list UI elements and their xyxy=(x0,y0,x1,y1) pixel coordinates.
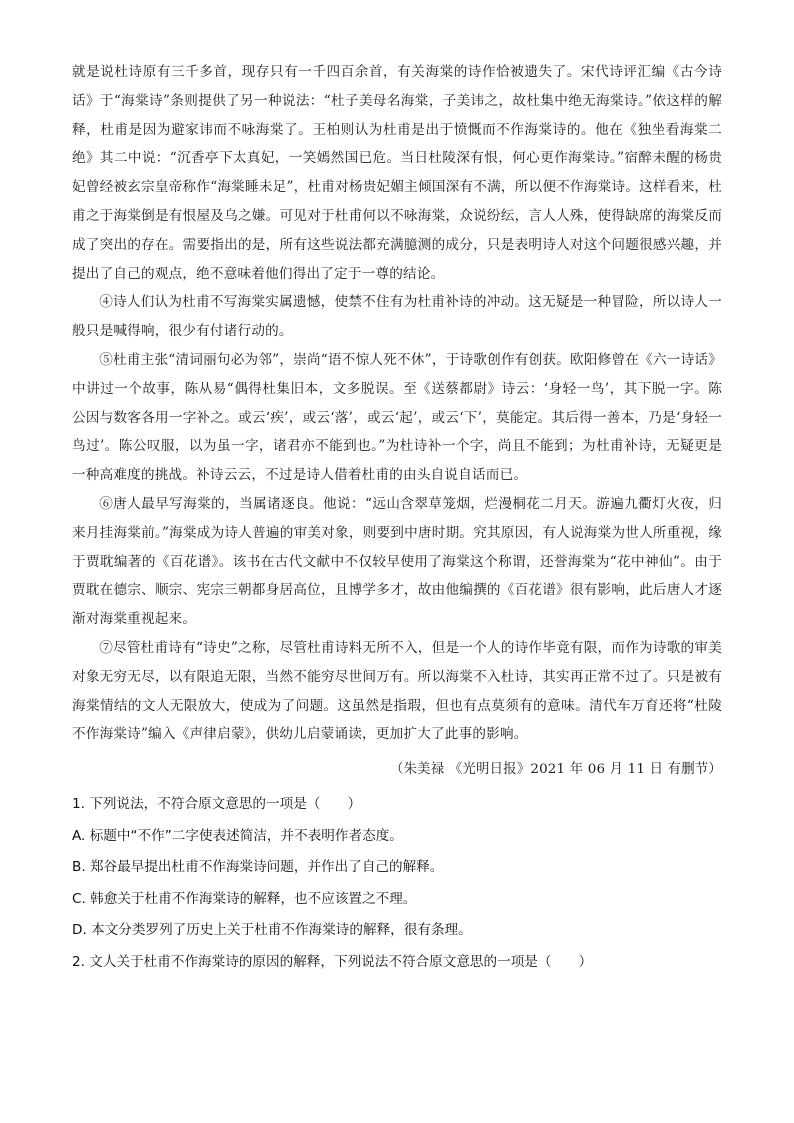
question-1-option-c: C. 韩愈关于杜甫不作海棠诗的解释，也不应该置之不理。 xyxy=(72,890,417,907)
article-paragraph-continued: 就是说杜诗原有三千多首，现存只有一千四百余首，有关海棠的诗作恰被遗失了。宋代诗评汇编《古今诗话》于“海棠诗”条则提供了另一种说法：“杜子美母名海棠，子美讳之，故杜集中绝无海棠诗。”依这样的解释，杜甫是因为避家讳而不咏海棠了。王柏则认为杜甫是出于愤慨而不作海棠诗的。他在《独坐看海棠二绝》其二中说：“沉香亭下太真妃，一笑嫣然国已危。当日杜陵深有恨，何心更作海棠诗。”宿醉未醒的杨贵妃曾经被玄宗皇帝称作“海棠睡未足”，杜甫对杨贵妃媚主倾国深有不满，所以便不作海棠诗。这样看来，杜甫之于海棠倒是有恨屋及乌之嫌。可见对于杜甫何以不咏海棠，众说纷纭，言人人殊，使得缺席的海棠反而成了突出的存在。需要指出的是，所有这些说法都充满臆测的成分，只是表明诗人对这个问题很感兴趣，并提出了自己的观点，绝不意味着他们得出了定于一尊的结论。 xyxy=(72,64,722,282)
question-1-option-b: B. 郑谷最早提出杜甫不作海棠诗问题，并作出了自己的解释。 xyxy=(72,859,444,876)
question-1-stem: 1. 下列说法，不符合原文意思的一项是（ ） xyxy=(72,796,362,813)
article-paragraph-7: ⑦尽管杜甫诗有“诗史”之称，尽管杜甫诗料无所不入，但是一个人的诗作毕竟有限，而作为诗歌的审美对象无穷无尽，以有限追无限，当然不能穷尽世间万有。所以海棠不入杜诗，其实再正常不过了。只是被有海棠情结的文人无限放大，使成为了问题。这虽然是指瑕，但也有点莫须有的意味。清代车万育还将“杜陵不作海棠诗”编入《声律启蒙》，供幼儿启蒙诵读，更加扩大了此事的影响。 xyxy=(72,639,722,743)
article-paragraph-6: ⑥唐人最早写海棠的，当属诸逐良。他说：“远山含翠草笼烟，烂漫桐花二月天。游遍九衢灯火夜，归来月挂海棠前。”海棠成为诗人普遍的审美对象，则要到中唐时期。究其原因，有人说海棠为世人所重视，缘于贾耽编著的《百花谱》。该书在古代文献中不仅较早使用了海棠这个称谓，还誉海棠为“花中神仙”。由于贾耽在德宗、顺宗、宪宗三朝都身居高位，且博学多才，故由他编撰的《百花谱》很有影响，此后唐人才逐渐对海棠重视起来。 xyxy=(72,495,722,628)
article-paragraph-4: ④诗人们认为杜甫不写海棠实属遗憾，使禁不住有为杜甫补诗的冲动。这无疑是一种冒险，所以诗人一般只是喊得响，很少有付诸行动的。 xyxy=(72,294,722,340)
question-2-stem: 2. 文人关于杜甫不作海棠诗的原因的解释，下列说法不符合原文意思的一项是（ ） xyxy=(72,953,593,970)
article-source: （朱美禄 《光明日报》2021 年 06 月 11 日 有删节） xyxy=(390,762,722,778)
question-1-option-a: A. 标题中“不作”二字使表述简洁，并不表明作者态度。 xyxy=(72,827,403,844)
question-list xyxy=(72,789,722,978)
question-1-option-d: D. 本文分类罗列了历史上关于杜甫不作海棠诗的解释，很有条理。 xyxy=(72,922,472,939)
article-paragraph-5: ⑤杜甫主张“清词丽句必为邻”，崇尚“语不惊人死不休”，于诗歌创作有创获。欧阳修曾在《六一诗话》中讲过一个故事，陈从易“偶得杜集旧本，文多脱误。至《送蔡都尉》诗云：‘身轻一鸟’，其下脱一字。陈公因与数客各用一字补之。或云‘疾’，或云‘落’，或云‘起’，或云‘下’，莫能定。其后得一善本，乃是‘身轻一鸟过’。陈公叹服，以为虽一字，诸君亦不能到也。”为杜诗补一个字，尚且不能到；为杜甫补诗，无疑更是一种高难度的挑战。补诗云云，不过是诗人借着杜甫的由头自说自话而已。 xyxy=(72,351,722,484)
article-body xyxy=(72,58,722,749)
